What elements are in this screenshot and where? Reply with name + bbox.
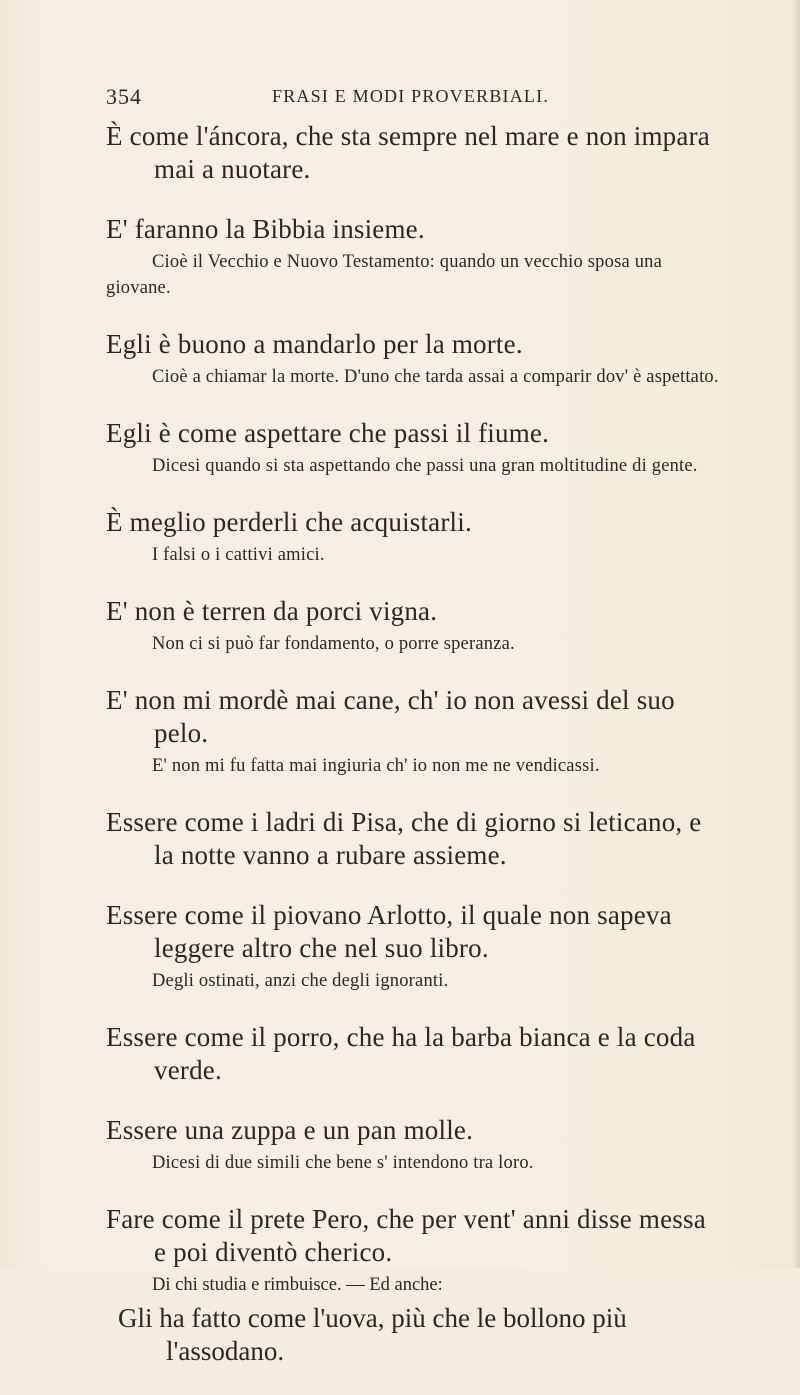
proverb-text: Essere come il piovano Arlotto, il quale non sapeva leggere altro che nel suo libro. xyxy=(106,900,672,963)
running-title: FRASI E MODI PROVERBIALI. xyxy=(272,86,550,106)
proverb-text: E' non mi mordè mai cane, ch' io non avessi del suo pelo. xyxy=(106,685,675,748)
proverb-text: È come l'áncora, che sta sempre nel mare e non impara mai a nuotare. xyxy=(106,121,710,184)
page-edge xyxy=(794,0,800,1268)
proverb-gloss: Di chi studia e rimbuisce. — Ed anche: xyxy=(152,1275,443,1295)
proverb-entry xyxy=(106,213,724,301)
proverb-entry xyxy=(106,120,724,186)
proverb-text: Fare come il prete Pero, che per vent' anni disse messa e poi diventò cherico. xyxy=(106,1204,706,1267)
page-number: 354 xyxy=(106,84,142,109)
proverb-text: Essere una zuppa e un pan molle. xyxy=(106,1115,474,1145)
proverb-entry xyxy=(106,1203,724,1368)
proverb-entry xyxy=(106,506,724,568)
proverb-gloss: Dicesi di due simili che bene s' intendono tra loro. xyxy=(152,1153,534,1173)
proverb-variant-text: Gli ha fatto come l'uova, più che le bollono più l'assodano. xyxy=(118,1303,627,1366)
proverb-gloss: I falsi o i cattivi amici. xyxy=(152,545,325,565)
proverb-entry xyxy=(106,1021,724,1087)
proverb-gloss: Non ci si può far fondamento, o porre speranza. xyxy=(152,634,515,654)
proverb-entry xyxy=(106,899,724,994)
proverb-entry xyxy=(106,595,724,657)
proverb-list xyxy=(106,120,724,1395)
proverb-gloss: E' non mi fu fatta mai ingiuria ch' io non me ne vendicassi. xyxy=(152,756,600,776)
proverb-text: Egli è come aspettare che passi il fiume. xyxy=(106,418,550,448)
proverb-entry xyxy=(106,806,724,872)
proverb-gloss: Dicesi quando si sta aspettando che passi una gran moltitudine di gente. xyxy=(152,456,698,476)
proverb-entry xyxy=(106,684,724,779)
proverb-text: Essere come il porro, che ha la barba bianca e la coda verde. xyxy=(106,1022,696,1085)
running-header xyxy=(106,84,726,114)
proverb-text: È meglio perderli che acquistarli. xyxy=(106,507,472,537)
proverb-entry xyxy=(106,328,724,390)
proverb-gloss: Cioè a chiamar la morte. D'uno che tarda assai a comparir dov' è aspettato. xyxy=(152,367,719,387)
proverb-gloss: Degli ostinati, anzi che degli ignoranti. xyxy=(152,971,449,991)
proverb-entry xyxy=(106,417,724,479)
proverb-text: E' non è terren da porci vigna. xyxy=(106,596,438,626)
proverb-text: E' faranno la Bibbia insieme. xyxy=(106,214,425,244)
proverb-text: Egli è buono a mandarlo per la morte. xyxy=(106,329,523,359)
proverb-gloss: Cioè il Vecchio e Nuovo Testamento: quando un vecchio sposa una giovane. xyxy=(106,252,663,298)
proverb-text: Essere come i ladri di Pisa, che di giorno si leticano, e la notte vanno a rubare assieme. xyxy=(106,807,702,870)
proverb-entry xyxy=(106,1114,724,1176)
